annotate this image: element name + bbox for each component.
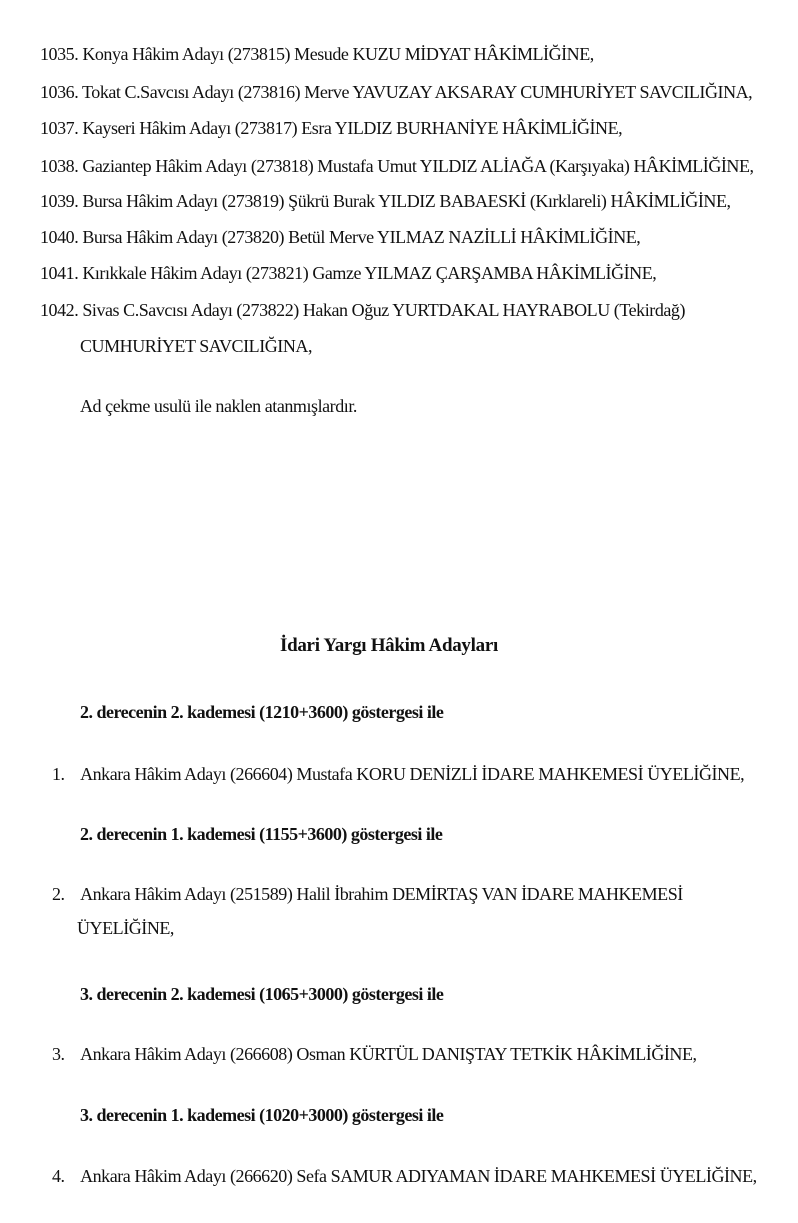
closing-statement: Ad çekme usulü ile naklen atanmışlardır. bbox=[80, 396, 357, 416]
item-number: 1042. bbox=[40, 300, 79, 320]
item-text: Gaziantep Hâkim Adayı (273818) Mustafa Umut YILDIZ ALİAĞA (Karşıyaka) HÂKİMLİĞİNE, bbox=[82, 156, 754, 176]
item-text: Ankara Hâkim Adayı (266608) Osman KÜRTÜL DANIŞTAY TETKİK HÂKİMLİĞİNE, bbox=[80, 1044, 697, 1064]
item-number: 1035. bbox=[40, 44, 79, 64]
item-number: 2. bbox=[52, 884, 65, 904]
list-item bbox=[52, 1043, 697, 1065]
item-number: 1037. bbox=[40, 118, 79, 138]
section-title: İdari Yargı Hâkim Adayları bbox=[280, 635, 498, 656]
list-item bbox=[40, 155, 754, 177]
item-text: Konya Hâkim Adayı (273815) Mesude KUZU MİDYAT HÂKİMLİĞİNE, bbox=[82, 44, 594, 64]
list-item bbox=[40, 262, 656, 284]
item-text: Tokat C.Savcısı Adayı (273816) Merve YAVUZAY AKSARAY CUMHURİYET SAVCILIĞINA, bbox=[82, 82, 753, 102]
group-heading: 3. derecenin 1. kademesi (1020+3000) göstergesi ile bbox=[80, 1105, 444, 1125]
group-heading: 3. derecenin 2. kademesi (1065+3000) göstergesi ile bbox=[80, 984, 444, 1004]
item-number: 4. bbox=[52, 1166, 65, 1186]
list-item bbox=[40, 299, 685, 321]
item-number: 1039. bbox=[40, 191, 79, 211]
item-text: Kırıkkale Hâkim Adayı (273821) Gamze YILMAZ ÇARŞAMBA HÂKİMLİĞİNE, bbox=[82, 263, 657, 283]
list-item bbox=[40, 43, 594, 65]
list-item-continuation: ÜYELİĞİNE, bbox=[77, 918, 174, 938]
list-item bbox=[40, 226, 640, 248]
item-number: 1036. bbox=[40, 82, 79, 102]
list-item bbox=[40, 117, 622, 139]
list-item bbox=[52, 883, 683, 905]
list-item-continuation: CUMHURİYET SAVCILIĞINA, bbox=[80, 336, 312, 356]
item-text: Bursa Hâkim Adayı (273820) Betül Merve YILMAZ NAZİLLİ HÂKİMLİĞİNE, bbox=[82, 227, 641, 247]
list-item bbox=[52, 1165, 757, 1187]
list-item bbox=[52, 763, 744, 785]
group-heading: 2. derecenin 1. kademesi (1155+3600) göstergesi ile bbox=[80, 824, 443, 844]
group-heading: 2. derecenin 2. kademesi (1210+3600) göstergesi ile bbox=[80, 702, 444, 722]
item-number: 1040. bbox=[40, 227, 79, 247]
item-number: 1041. bbox=[40, 263, 79, 283]
item-text: Ankara Hâkim Adayı (251589) Halil İbrahim DEMİRTAŞ VAN İDARE MAHKEMESİ bbox=[80, 884, 683, 904]
list-item bbox=[40, 81, 752, 103]
item-text: Ankara Hâkim Adayı (266620) Sefa SAMUR ADIYAMAN İDARE MAHKEMESİ ÜYELİĞİNE, bbox=[80, 1166, 757, 1186]
list-item bbox=[40, 190, 731, 212]
item-number: 1. bbox=[52, 764, 65, 784]
item-number: 1038. bbox=[40, 156, 79, 176]
item-number: 3. bbox=[52, 1044, 65, 1064]
item-text: Sivas C.Savcısı Adayı (273822) Hakan Oğuz YURTDAKAL HAYRABOLU (Tekirdağ) bbox=[82, 300, 686, 320]
item-text: Kayseri Hâkim Adayı (273817) Esra YILDIZ BURHANİYE HÂKİMLİĞİNE, bbox=[82, 118, 623, 138]
item-text: Ankara Hâkim Adayı (266604) Mustafa KORU DENİZLİ İDARE MAHKEMESİ ÜYELİĞİNE, bbox=[80, 764, 745, 784]
item-text: Bursa Hâkim Adayı (273819) Şükrü Burak YILDIZ BABAESKİ (Kırklareli) HÂKİMLİĞİNE, bbox=[82, 191, 731, 211]
